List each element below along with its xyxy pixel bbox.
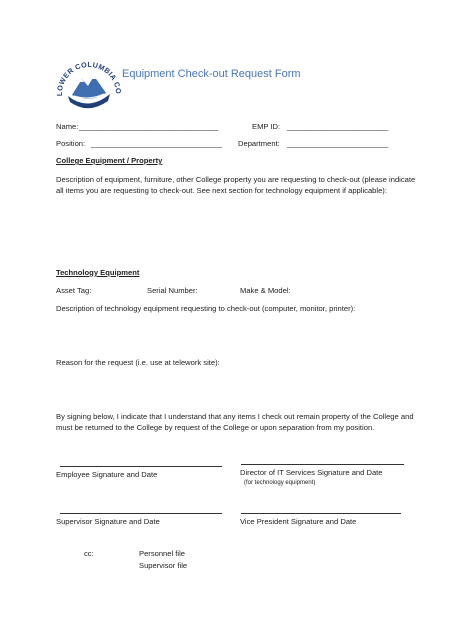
director-signature-note: (for technology equipment) — [244, 480, 316, 486]
logo-arc-text: LOWER COLUMBIA C — [54, 59, 122, 97]
asset-tag-label: Asset Tag: — [56, 286, 92, 295]
college-logo — [50, 52, 122, 110]
college-equipment-heading: College Equipment / Property — [56, 156, 163, 165]
emp-id-label: EMP ID: — [252, 122, 281, 131]
position-label: Position: — [56, 139, 86, 148]
name-label: Name: — [56, 122, 79, 131]
cc-item-personnel: Personnel file — [139, 549, 186, 558]
department-label: Department: — [238, 139, 280, 148]
supervisor-signature-line[interactable] — [60, 513, 222, 514]
form-title: Equipment Check-out Request Form — [122, 68, 301, 80]
technology-equipment-heading: Technology Equipment — [56, 268, 140, 277]
vice-president-signature-label: Vice President Signature and Date — [240, 517, 357, 526]
agreement-text: By signing below, I indicate that I understand that any items I check out remain property of the College and must be returned to the College by request of the College or upon separation from my position. — [56, 412, 414, 433]
make-model-label: Make & Model: — [240, 286, 291, 295]
cc-label: cc: — [84, 549, 94, 558]
vice-president-signature-line[interactable] — [241, 513, 401, 514]
college-equipment-description: Description of equipment, furniture, other College property you are requesting to check-out (please indicate all items you are requesting to check-out. See next section for technology equipment if applicable): — [56, 175, 416, 196]
employee-signature-label: Employee Signature and Date — [56, 470, 158, 479]
employee-signature-line[interactable] — [60, 466, 222, 467]
name-field[interactable]: _________________________________ — [79, 122, 219, 131]
supervisor-signature-label: Supervisor Signature and Date — [56, 517, 160, 526]
serial-number-label: Serial Number: — [147, 286, 198, 295]
position-field[interactable]: _______________________________ — [91, 139, 222, 148]
director-signature-line[interactable] — [241, 464, 404, 465]
mountain-logo-icon — [50, 52, 122, 110]
emp-id-field[interactable]: ________________________ — [287, 122, 389, 131]
cc-item-supervisor: Supervisor file — [139, 561, 188, 570]
department-field[interactable]: ________________________ — [287, 139, 389, 148]
technology-description: Description of technology equipment requesting to check-out (computer, monitor, printer): — [56, 304, 356, 313]
reason-label: Reason for the request (i.e. use at telework site): — [56, 358, 220, 367]
director-signature-label: Director of IT Services Signature and Date — [240, 468, 383, 477]
